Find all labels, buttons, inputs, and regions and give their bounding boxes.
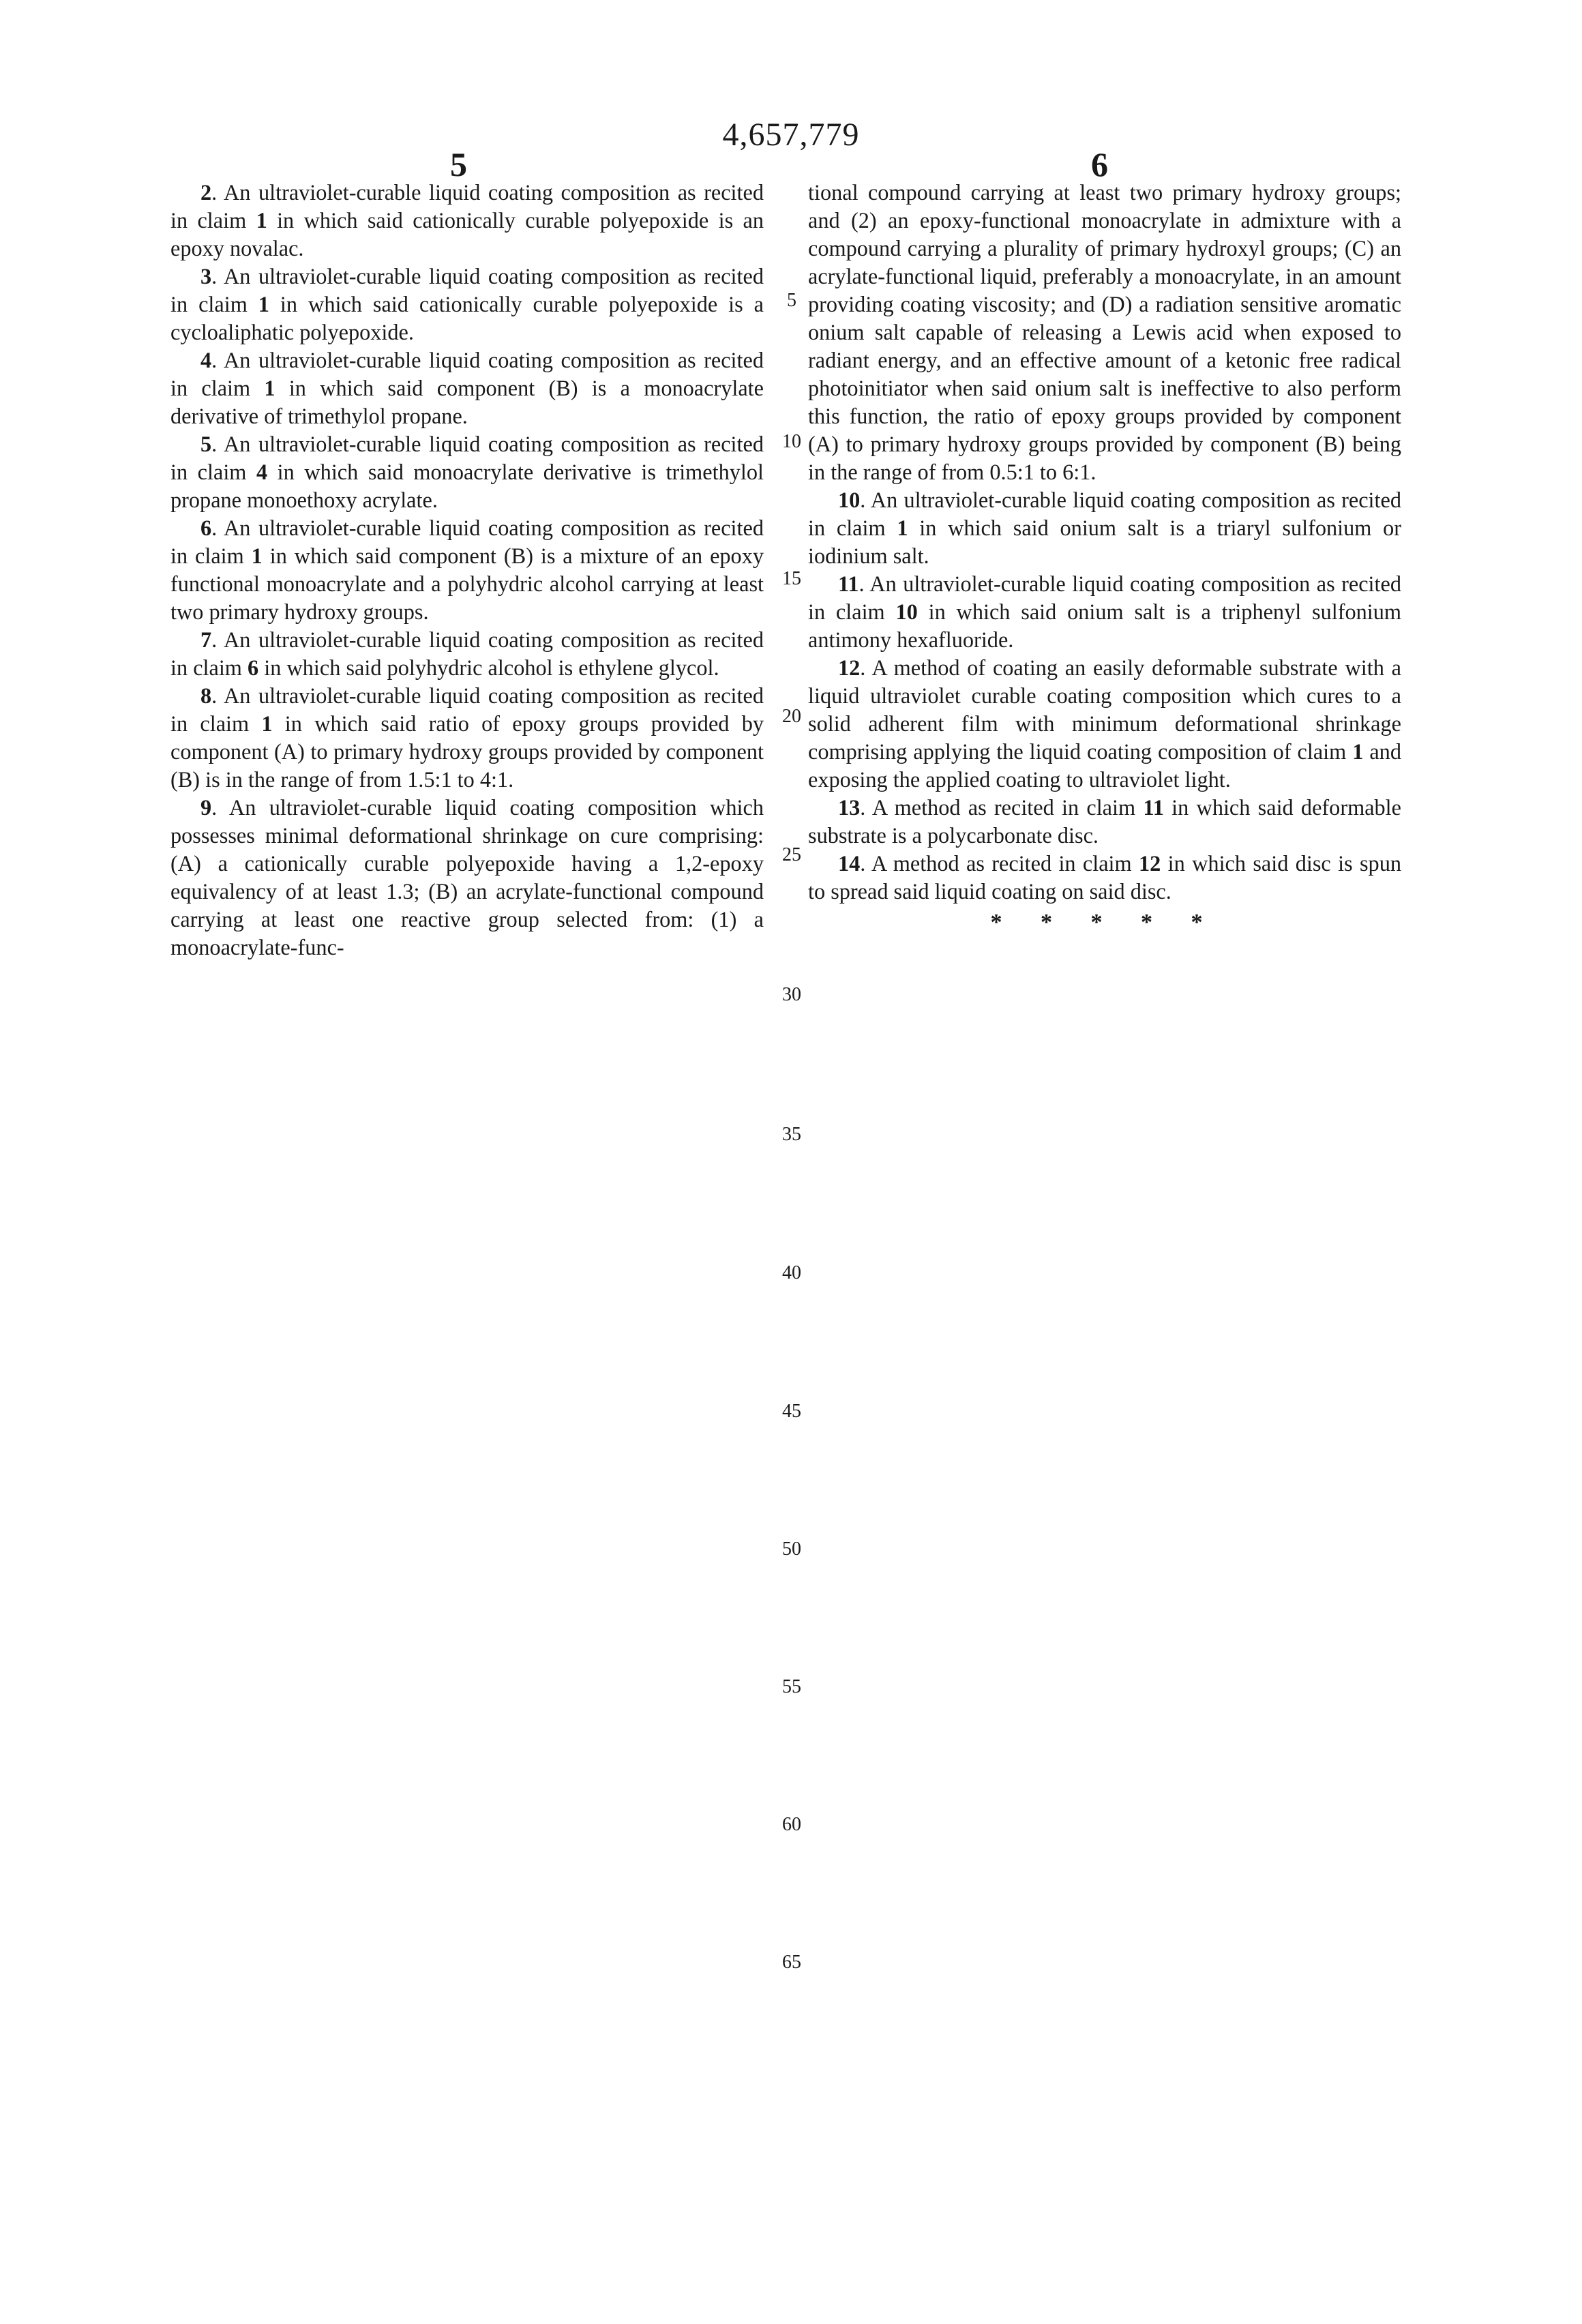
claim-number: 10: [838, 488, 860, 512]
claim-reference: 6: [248, 655, 258, 680]
claim-text-rest: and exposing the applied coating to ultraviolet light.: [808, 739, 1401, 792]
claim-number: 8: [200, 683, 211, 708]
claim-reference: 11: [1143, 795, 1164, 820]
claim-text-rest: in which said onium salt is a triaryl sulfonium or iodinium salt.: [808, 516, 1401, 568]
claim-number: 6: [200, 516, 211, 540]
claim-text-rest: in which said ratio of epoxy groups provided by component (A) to primary hydroxy groups provided by component (B) is in the range of from 1.5:1 to 4:1.: [170, 711, 764, 792]
claim-text: . An ultraviolet-curable liquid coating composition as recited in claim: [170, 432, 764, 484]
claim-text: . An ultraviolet-curable liquid coating composition as recited in claim: [170, 683, 764, 736]
end-of-document-marker: * * * * *: [808, 908, 1401, 936]
claim-continuation: tional compound carrying at least two primary hydroxy groups; and (2) an epoxy-functional monoacrylate in admixture with a compound carrying a plurality of primary hydroxyl groups; (C) an acrylate-functional liquid, preferably a monoacrylate, in an amount providing coating viscosity; and (D) a radiation sensitive aromatic onium salt capable of releasing a Lewis acid when exposed to radiant energy, and an effective amount of a ketonic free radical photoinitiator when said onium salt is ineffective to also perform this function, the ratio of epoxy groups provided by component (A) to primary hydroxy groups provided by component (B) being in the range of from 0.5:1 to 6:1.: [808, 179, 1401, 486]
claim-paragraph: [170, 794, 764, 962]
claim-text-rest: in which said monoacrylate derivative is trimethylol propane monoethoxy acrylate.: [170, 460, 764, 512]
claim-reference: 1: [264, 376, 275, 400]
claim-text-rest: in which said deformable substrate is a polycarbonate disc.: [808, 795, 1401, 848]
claim-paragraph: [170, 682, 764, 794]
claim-text: . An ultraviolet-curable liquid coating composition as recited in claim: [170, 516, 764, 568]
claim-reference: 10: [895, 599, 917, 624]
claim-number: 13: [838, 795, 860, 820]
line-number: 25: [768, 844, 816, 866]
claim-number: 11: [838, 571, 859, 596]
right-column: [808, 179, 1401, 936]
line-number: 20: [768, 706, 816, 728]
line-number: 40: [768, 1262, 816, 1284]
claim-paragraph: [170, 346, 764, 430]
line-number: 45: [768, 1401, 816, 1422]
line-number: 55: [768, 1676, 816, 1698]
claim-reference: 4: [256, 460, 267, 484]
claim-text-rest: in which said disc is spun to spread said liquid coating on said disc.: [808, 851, 1401, 904]
claim-paragraph: [170, 514, 764, 626]
claim-number: 9: [200, 795, 211, 820]
claim-number: 14: [838, 851, 860, 876]
claim-text: . An ultraviolet-curable liquid coating composition as recited in claim: [170, 264, 764, 316]
line-number: 15: [768, 568, 816, 590]
claim-reference: 1: [258, 292, 269, 316]
claim-paragraph: [808, 850, 1401, 906]
claim-number: 2: [200, 180, 211, 205]
line-number: 50: [768, 1538, 816, 1560]
right-column-number: 6: [1091, 145, 1108, 184]
claim-text-rest: in which said component (B) is a monoacrylate derivative of trimethylol propane.: [170, 376, 764, 428]
claim-text-rest: in which said cationically curable polyepoxide is a cycloaliphatic polyepoxide.: [170, 292, 764, 344]
line-number: 65: [768, 1952, 816, 1973]
claim-reference: 1: [256, 208, 267, 233]
claim-paragraph: [170, 179, 764, 263]
claim-reference: 1: [252, 543, 263, 568]
line-number: 30: [768, 984, 816, 1006]
line-number: 5: [768, 290, 816, 312]
claim-reference: 1: [261, 711, 272, 736]
line-number: 35: [768, 1124, 816, 1146]
claim-text: . A method as recited in claim: [860, 795, 1143, 820]
claim-paragraph: [808, 794, 1401, 850]
claim-text: . An ultraviolet-curable liquid coating composition as recited in claim: [808, 488, 1401, 540]
line-number: 60: [768, 1814, 816, 1836]
claim-number: 4: [200, 348, 211, 372]
claim-reference: 1: [1352, 739, 1363, 764]
claim-text: . A method as recited in claim: [860, 851, 1139, 876]
claim-text: . An ultraviolet-curable liquid coating composition as recited in claim: [808, 571, 1401, 624]
claim-number: 3: [200, 264, 211, 288]
claim-paragraph: [170, 263, 764, 346]
patent-number: 4,657,779: [0, 116, 1582, 153]
claim-paragraph: [808, 570, 1401, 654]
claim-text: . An ultraviolet-curable liquid coating composition as recited in claim: [170, 180, 764, 233]
claim-text: . A method of coating an easily deformable substrate with a liquid ultraviolet curable coating composition which cures to a solid adherent film with minimum deformational shrinkage comprising applying the liquid coating composition of claim: [808, 655, 1401, 764]
claim-text: . An ultraviolet-curable liquid coating composition as recited in claim: [170, 348, 764, 400]
left-column: [170, 179, 764, 962]
line-number: 10: [768, 431, 816, 453]
claim-text: . An ultraviolet-curable liquid coating composition which possesses minimal deformational shrinkage on cure comprising: (A) a cationically curable polyepoxide having a 1,2-epoxy equivalency of at least 1.3; (B) an acrylate-functional compound carrying at least one reactive group selected from: (1) a monoacrylate-func-: [170, 795, 764, 959]
left-column-number: 5: [450, 145, 467, 184]
claim-reference: 12: [1139, 851, 1161, 876]
claim-number: 5: [200, 432, 211, 456]
claim-reference: 1: [897, 516, 908, 540]
claim-paragraph: [808, 486, 1401, 570]
claim-number: 7: [200, 627, 211, 652]
claim-text: . An ultraviolet-curable liquid coating composition as recited in claim: [170, 627, 764, 680]
claim-paragraph: [170, 430, 764, 514]
claim-paragraph: [808, 654, 1401, 794]
claim-text-rest: in which said onium salt is a triphenyl sulfonium antimony hexafluoride.: [808, 599, 1401, 652]
claim-text-rest: in which said cationically curable polyepoxide is an epoxy novalac.: [170, 208, 764, 260]
claim-paragraph: [170, 626, 764, 682]
claim-text-rest: in which said component (B) is a mixture of an epoxy functional monoacrylate and a polyhydric alcohol carrying at least two primary hydroxy groups.: [170, 543, 764, 624]
claim-number: 12: [838, 655, 860, 680]
claim-text-rest: in which said polyhydric alcohol is ethylene glycol.: [258, 655, 719, 680]
